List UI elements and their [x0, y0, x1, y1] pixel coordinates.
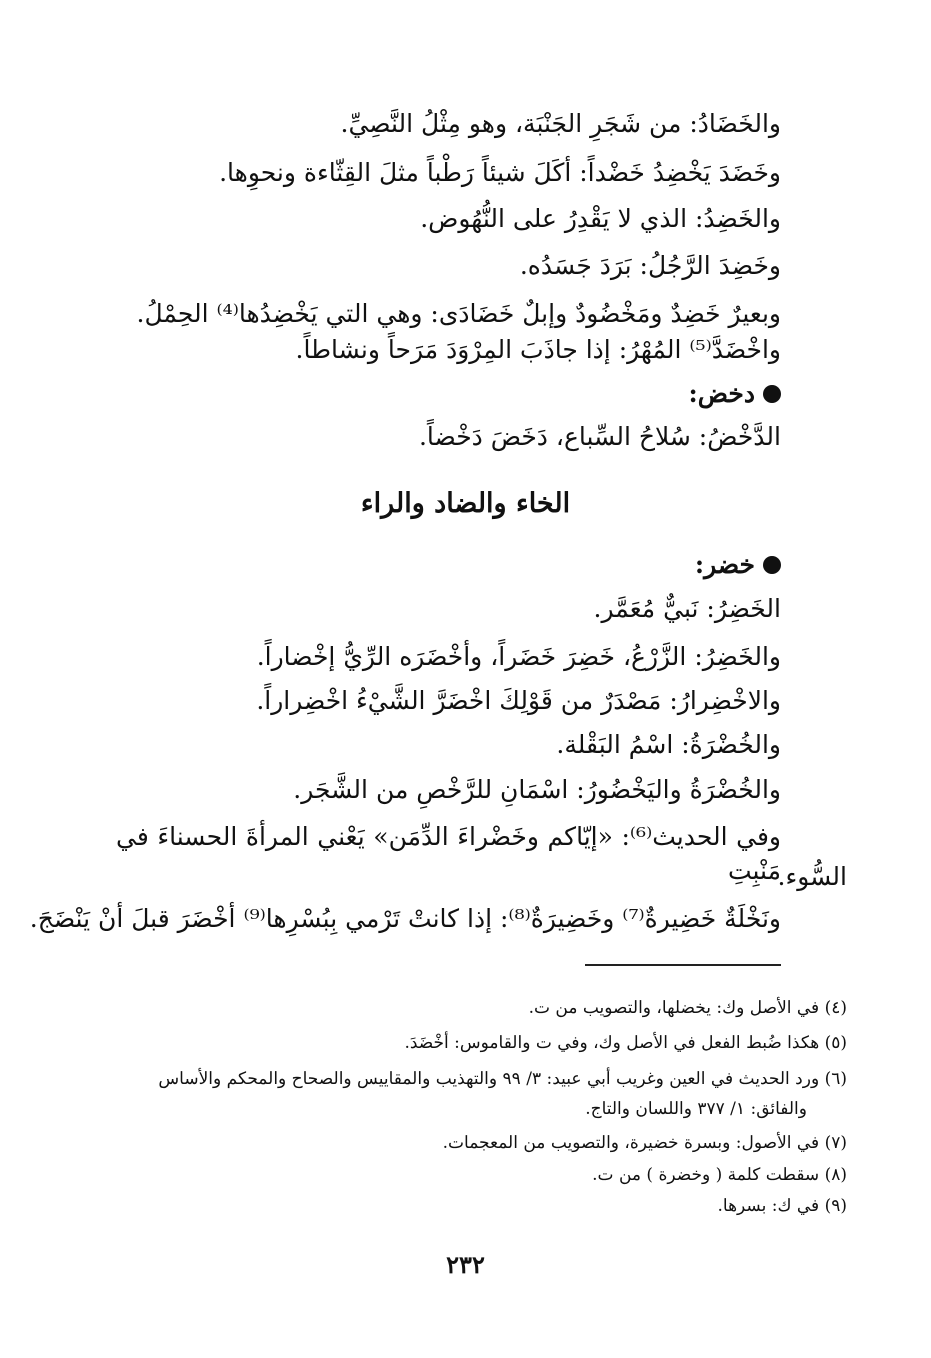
- footnote-8: (٨) سقطت كلمة ( وخضرة ) من ت.: [592, 1165, 847, 1185]
- entry-header-dakhad: [689, 377, 781, 411]
- bullet-icon: [763, 556, 781, 574]
- text-line-khadar-2: والخَضِرُ: الزَّرْعُ، خَضِرَ خَضَراً، وأخْضَرَه الرِّيُّ إخْضاراً.: [256, 642, 781, 671]
- entry-head-khadar: خضر:: [694, 550, 755, 579]
- text-line-4: وخَضِدَ الرَّجُلُ: بَرَدَ جَسَدُه.: [519, 251, 781, 280]
- footnote-9: (٩) في ك: بسرها.: [717, 1196, 847, 1216]
- entry-head-dakhad: دخض:: [688, 379, 755, 408]
- text-line-5: وبعيرٌ خَضِدٌ ومَخْضُودٌ وإبلٌ خَضَادَى: وهي التي يَخْضِدُها⁽⁴⁾ الحِمْلُ.: [136, 299, 781, 328]
- bullet-icon: [763, 385, 781, 403]
- text-line-khadar-4: والخُضْرَةُ: اسْمُ البَقْلة.: [556, 730, 781, 759]
- text-line-khadar-1: الخَضِرُ: نَبيٌّ مُعَمَّر.: [593, 594, 781, 623]
- text-line-khadar-last: ونَخْلَةٌ خَضِيرةٌ⁽⁷⁾ وخَضِيرَةٌ⁽⁸⁾: إذا كانتْ تَرْمي بِبُسْرِها⁽⁹⁾ أخْضَرَ قبلَ أنْ يَنْضَجَ.: [29, 904, 781, 933]
- text-line-hadith: وفي الحديث⁽⁶⁾: «إيّاكم وخَضْراءَ الدِّمَن» يَعْني المرأةَ الحسناءَ في مَنْبِتِ: [116, 822, 781, 885]
- footnote-7: (٧) في الأصول: وبسرة خضيرة، والتصويب من المعجمات.: [442, 1133, 847, 1153]
- section-heading: الخاء والضاد والراء: [360, 488, 571, 519]
- text-line-2: وخَضَدَ يَخْضِدُ خَضْداً: أكَلَ شيئاً رَطْباً مثلَ القِثّاءة ونحوِها.: [219, 158, 781, 187]
- text-line-hadith-continued: السُّوء.: [777, 862, 847, 891]
- footnote-6-continued: والفائق: ١/ ٣٧٧ واللسان والتاج.: [585, 1099, 807, 1119]
- text-line-6: واخْضَدَّ⁽⁵⁾ المُهْرُ: إذا جاذَبَ المِرْوَدَ مَرَحاً ونشاطاً.: [295, 335, 781, 364]
- footnote-4: (٤) في الأصل وك: يخضلها، والتصويب من ت.: [528, 998, 847, 1018]
- entry-header-khadar: [695, 548, 781, 582]
- footnote-6: (٦) ورد الحديث في العين وغريب أبي عبيد: ٣/ ٩٩ والتهذيب والمقاييس والصحاح والمحكم والأساس: [158, 1069, 847, 1089]
- page-number: ٢٣٢: [446, 1250, 485, 1279]
- footnote-separator: [585, 964, 781, 966]
- text-line-khadar-5: والخُضْرَةُ واليَخْضُورُ: اسْمَانِ للرَّخْصِ من الشَّجَر.: [293, 775, 781, 804]
- footnote-5: (٥) هكذا ضُبط الفعل في الأصل وك، وفي ت والقاموس: أخْضَدَ.: [404, 1033, 847, 1053]
- text-line-1: والخَضَادُ: من شَجَرِ الجَنْبَة، وهو مِثْلُ النَّصِيِّ.: [340, 109, 781, 138]
- text-line-dakhad: الدَّخْضُ: سُلاحُ السِّباع، دَخَضَ دَخْضاً.: [418, 422, 781, 451]
- text-line-khadar-3: والاخْضِرارُ: مَصْدَرٌ من قَوْلِكَ اخْضَرَّ الشَّيْءُ اخْضِراراً.: [256, 686, 781, 715]
- text-line-3: والخَضِدُ: الذي لا يَقْدِرُ على النُّهُوض.: [420, 204, 781, 233]
